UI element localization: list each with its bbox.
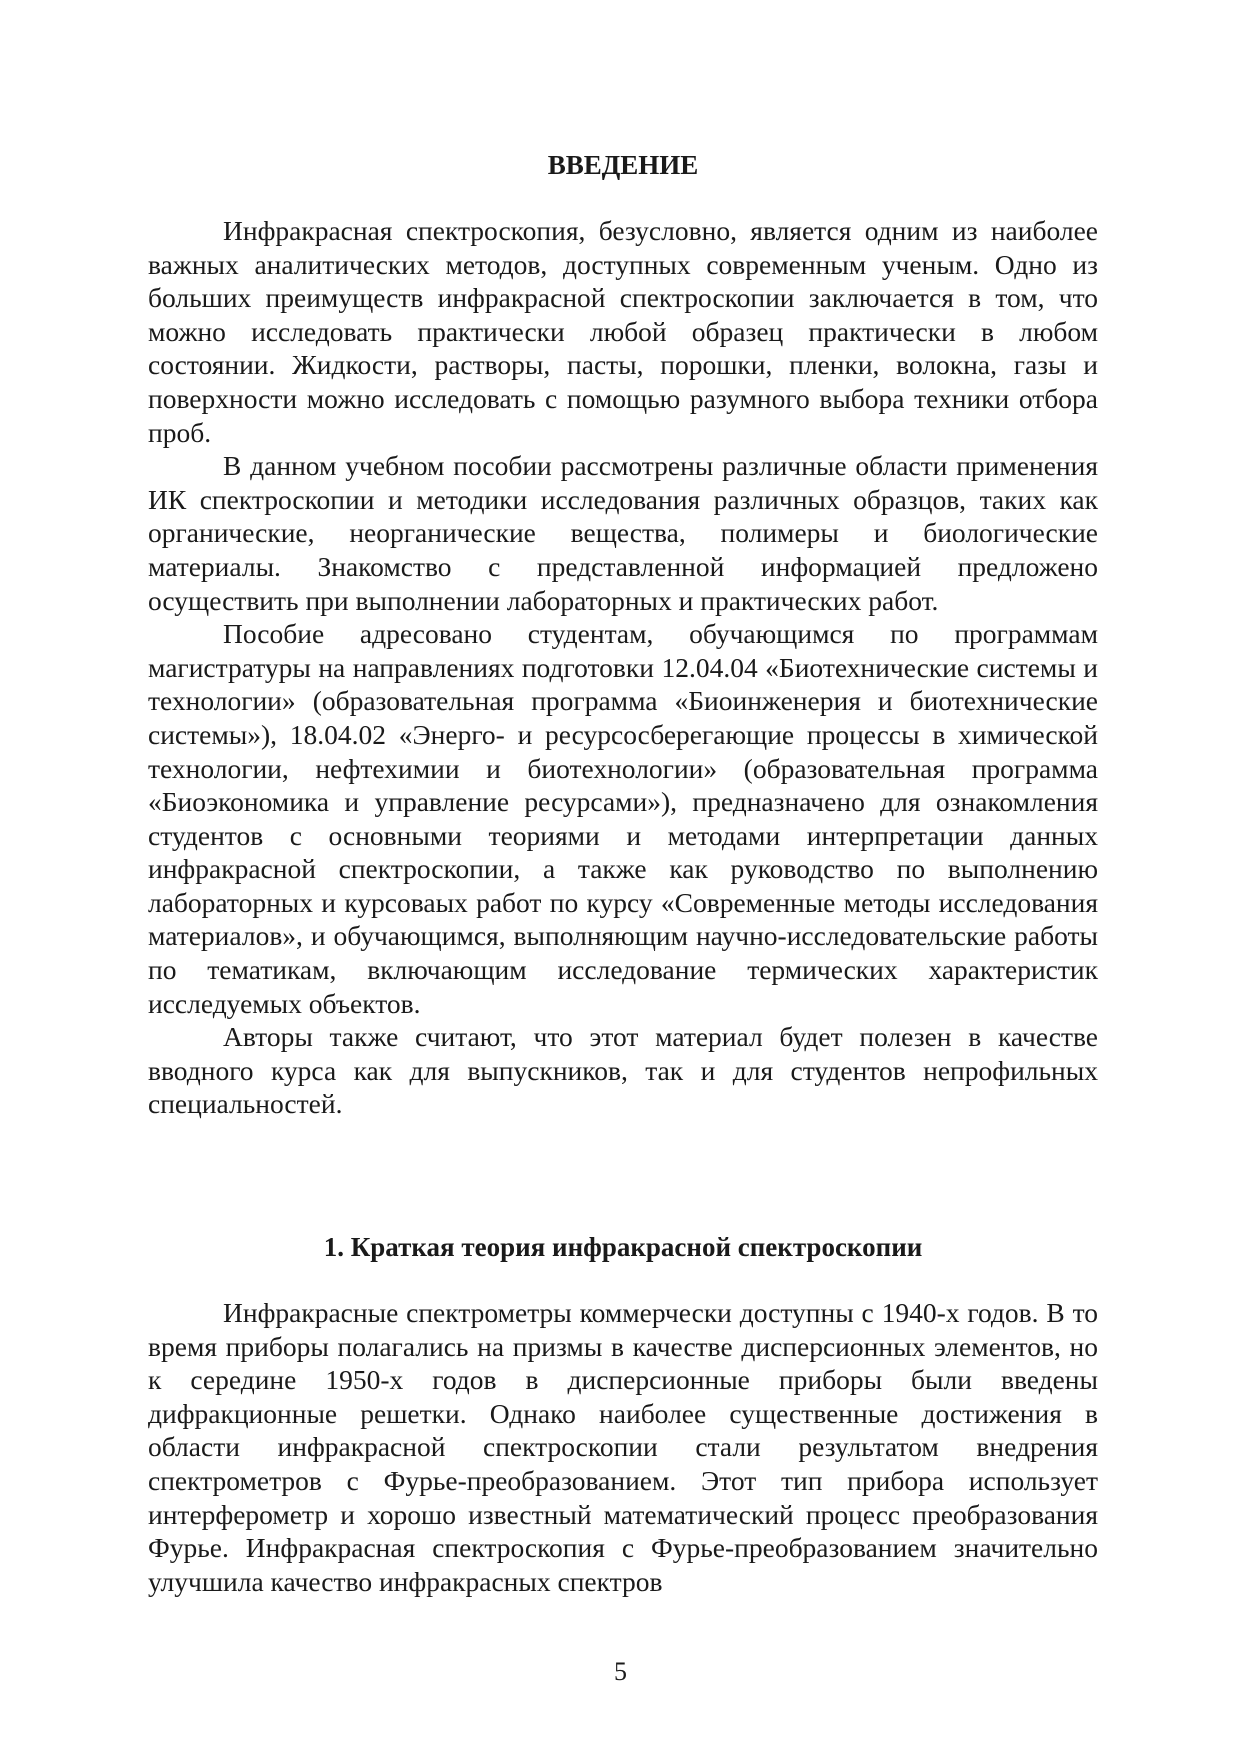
intro-body (148, 214, 1098, 1121)
section-1-body (148, 1296, 1098, 1598)
page-number: 5 (614, 1657, 627, 1686)
intro-heading: ВВЕДЕНИЕ (547, 150, 699, 180)
intro-paragraph-3: Пособие адресовано студентам, обучающимся по программам магистратуры на направлениях подготовки 12.04.04 «Биотехнические системы и технологии» (образовательная программа «Биоинженерия и биотехнические системы»), 18.04.02 «Энерго- и ресурсосберегающие процессы в химической технологии, нефтехимии и биотехнологии» (образовательная программа «Биоэкономика и управление ресурсами»), предназначено для ознакомления студентов с основными теориями и методами интерпретации данных инфракрасной спектроскопии, а также как руководство по выполнению лабораторных и курсоваых работ по курсу «Современные методы исследования материалов», и обучающимся, выполняющим научно-исследовательские работы по тематикам, включающим исследование термических характеристик исследуемых объектов. (148, 618, 1098, 1019)
section-1-heading: 1. Краткая теория инфракрасной спектроскопии (323, 1232, 923, 1262)
intro-paragraph-4: Авторы также считают, что этот материал будет полезен в качестве вводного курса как для выпускников, так и для студентов непрофильных специальностей. (148, 1021, 1098, 1120)
intro-paragraph-2: В данном учебном пособии рассмотрены различные области применения ИК спектроскопии и методики исследования различных образцов, таких как органические, неорганические вещества, полимеры и биологические материалы. Знакомство с представленной информацией предложено осуществить при выполнении лабораторных и практических работ. (148, 450, 1098, 616)
intro-paragraph-1: Инфракрасная спектроскопия, безусловно, является одним из наиболее важных аналитических методов, доступных современным ученым. Одно из больших преимуществ инфракрасной спектроскопии заключается в том, что можно исследовать практически любой образец практически в любом состоянии. Жидкости, растворы, пасты, порошки, пленки, волокна, газы и поверхности можно исследовать с помощью разумного выбора техники отбора проб. (148, 215, 1098, 448)
section-1-paragraph-1: Инфракрасные спектрометры коммерчески доступны с 1940-х годов. В то время приборы полагались на призмы в качестве дисперсионных элементов, но к середине 1950-х годов в дисперсионные приборы были введены дифракционные решетки. Однако наиболее существенные достижения в области инфракрасной спектроскопии стали результатом внедрения спектрометров с Фурье-преобразованием. Этот тип прибора использует интерферометр и хорошо известный математический процесс преобразования Фурье. Инфракрасная спектроскопия с Фурье-преобразованием значительно улучшила качество инфракрасных спектров (148, 1297, 1098, 1597)
